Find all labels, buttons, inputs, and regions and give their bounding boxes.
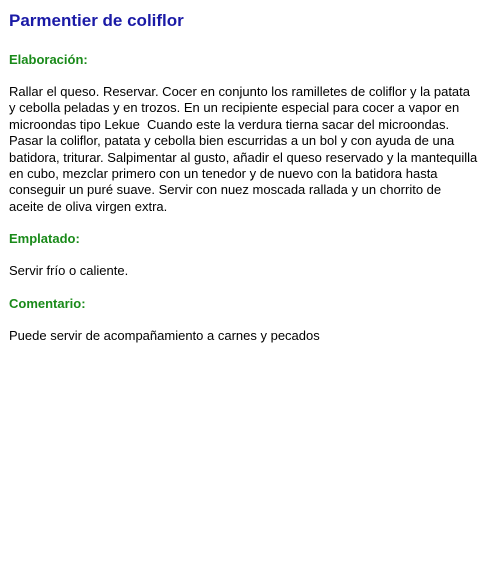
emplatado-text: Servir frío o caliente. xyxy=(9,263,129,279)
elaboracion-text: Rallar el queso. Reservar. Cocer en conjunto los ramilletes de coliflor y la patata y cebolla peladas y en trozos. En un recipiente especial para cocer a vapor en microondas tipo Lekue Cuando este la verdura tierna sacar del microondas. Pasar la coliflor, patata y cebolla bien escurridas a un bol y con ayuda de una batidora, triturar. Salpimentar al gusto, añadir el queso reservado y la mantequilla en cubo, mezclar primero con un tenedor y de nuevo con la batidora hasta conseguir un puré suave. Servir con nuez moscada rallada y un chorrito de aceite de oliva virgen extra. xyxy=(9,84,481,214)
emplatado-heading: Emplatado: xyxy=(9,231,80,247)
recipe-title: Parmentier de coliflor xyxy=(9,11,184,30)
elaboracion-heading: Elaboración: xyxy=(9,52,88,67)
comentario-heading: Comentario: xyxy=(9,295,86,311)
comentario-text: Puede servir de acompañamiento a carnes y pecados xyxy=(9,327,320,343)
